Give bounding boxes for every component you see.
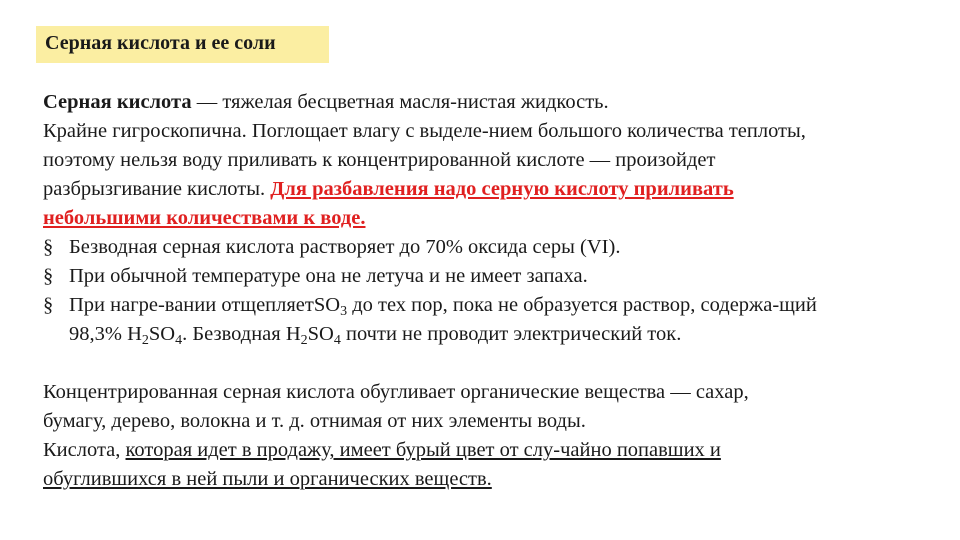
bullet-text: При обычной температуре она не летуча и не имеет запаха. <box>69 265 588 287</box>
bullet-text: до тех пор, пока не образуется раствор, содержа-щий <box>347 294 817 316</box>
para2-line3-start: Кислота, <box>43 439 126 461</box>
formula-so3 <box>313 294 348 319</box>
bullet-item-1 <box>43 233 948 262</box>
underlined-text-part2: обуглившихся в ней пыли и органических веществ. <box>43 468 492 490</box>
bullet-marker: § <box>43 265 54 287</box>
bullet-marker: § <box>43 236 54 258</box>
para1-line1 <box>43 88 948 117</box>
bullet-item-3 <box>43 291 948 320</box>
formula-subscript: 3 <box>340 304 348 319</box>
formula-subscript: 2 <box>300 333 308 348</box>
para1-line5 <box>43 204 948 233</box>
bullet-text: почти не проводит электрический ток. <box>340 323 682 345</box>
para2-line4 <box>43 465 948 494</box>
formula-part: SO <box>313 294 341 316</box>
term-sulfuric-acid: Серная кислота <box>43 91 192 113</box>
bullet-text: 98,3% H <box>69 323 142 345</box>
bullet-text: При нагре-вании отщепляет <box>69 294 314 316</box>
underlined-text-part1: которая идет в продажу, имеет бурый цвет от слу-чайно попавших и <box>125 439 721 461</box>
para1-line2: Крайне гигроскопична. Поглощает влагу с выделе-нием большого количества теплоты, <box>43 120 806 142</box>
dilution-warning-part2: небольшими количествами к воде. <box>43 207 366 229</box>
bullet-item-2 <box>43 262 948 291</box>
bullet-text: . Безводная H <box>182 323 301 345</box>
paragraph-spacer <box>43 349 948 378</box>
formula-subscript: 4 <box>333 333 341 348</box>
para2-line1: Концентрированная серная кислота обугливает органические вещества — сахар, <box>43 381 749 403</box>
formula-subscript: 2 <box>141 333 149 348</box>
para1-line3: поэтому нельзя воду приливать к концентрированной кислоте — произойдет <box>43 149 716 171</box>
para1-line4 <box>43 175 948 204</box>
bullet-marker: § <box>43 294 54 316</box>
formula-part: SO <box>148 323 176 345</box>
para1-line4-start: разбрызгивание кислоты. <box>43 178 271 200</box>
para2-line2: бумагу, дерево, волокна и т. д. отнимая от них элементы воды. <box>43 410 586 432</box>
dilution-warning-part1: Для разбавления надо серную кислоту приливать <box>270 178 734 200</box>
slide-title: Серная кислота и ее соли <box>36 26 329 63</box>
formula-part: SO <box>307 323 334 345</box>
formula-subscript: 4 <box>175 333 183 348</box>
para1-line1-rest: — тяжелая бесцветная масля-нистая жидкость. <box>191 91 609 113</box>
slide-body <box>43 88 948 494</box>
bullet-text: Безводная серная кислота растворяет до 70% оксида серы (VI). <box>69 236 621 258</box>
bullet-item-3-continued <box>43 320 948 349</box>
para2-line3 <box>43 436 948 465</box>
